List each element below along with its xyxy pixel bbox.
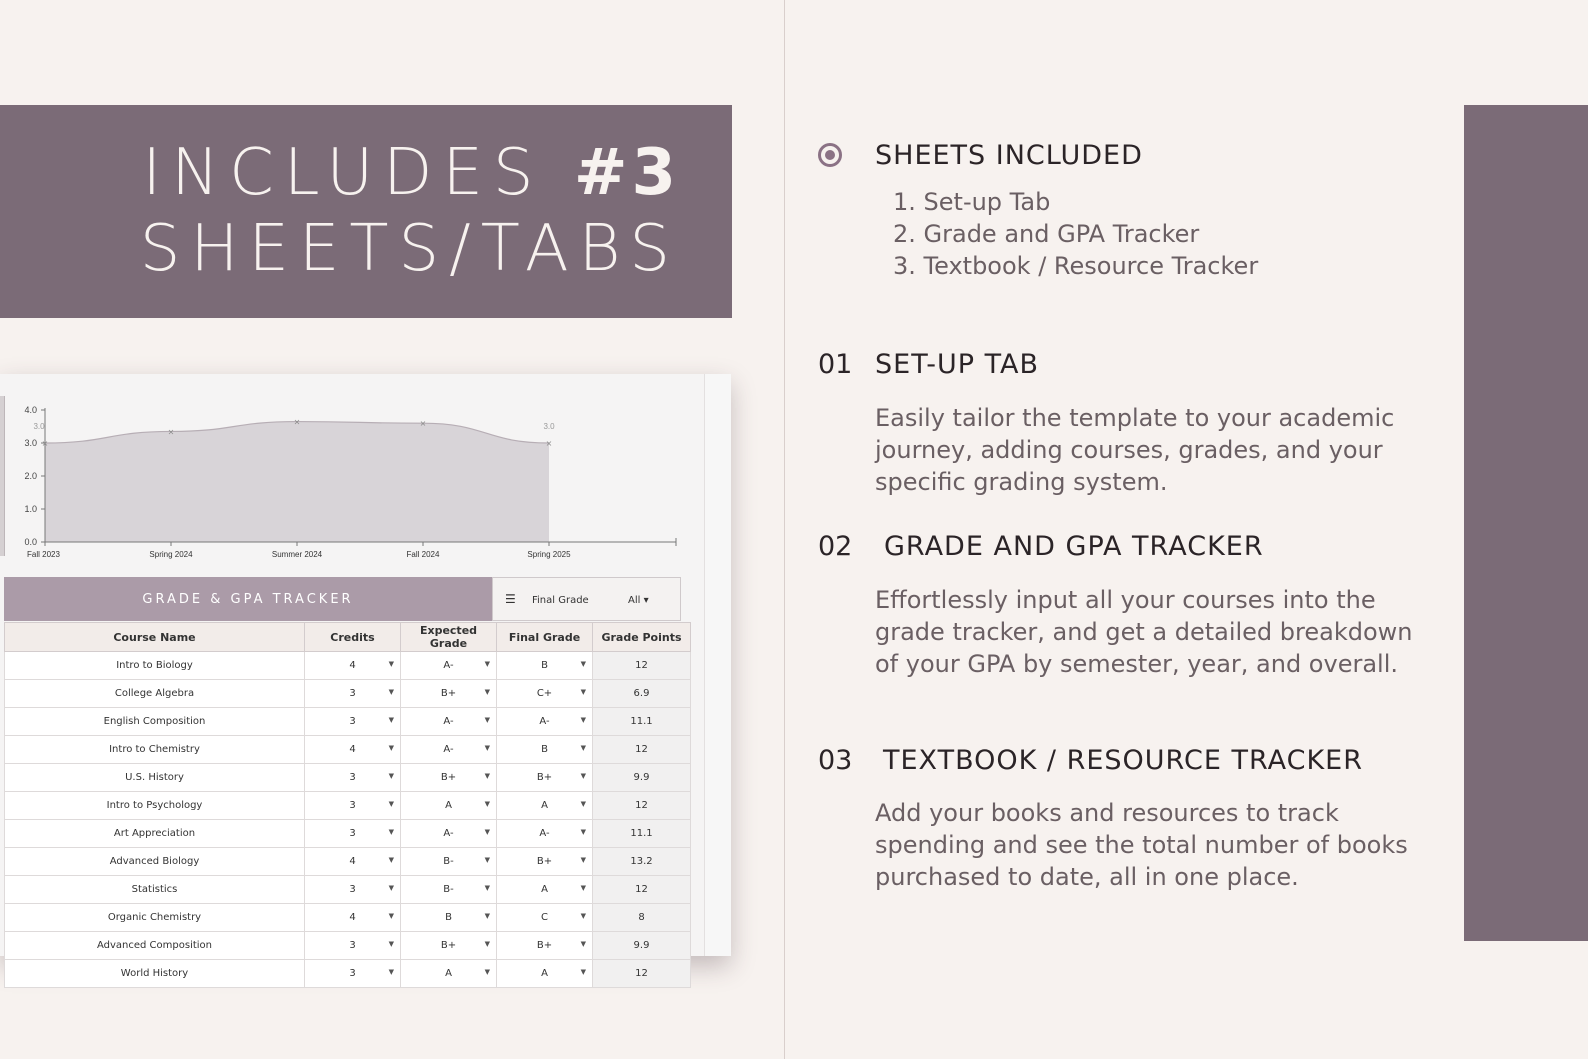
banner-line2: SHEETS/TABS [139,212,680,286]
dropdown-caret-icon[interactable]: ▼ [580,968,586,976]
cell-value: C [541,912,548,923]
dropdown-caret-icon[interactable]: ▼ [388,856,394,864]
table-row [5,708,691,736]
dropdown-caret-icon[interactable]: ▼ [388,744,394,752]
dropdown-caret-icon[interactable]: ▼ [388,660,394,668]
cell-value: 11.1 [630,716,653,727]
table-row [5,652,691,680]
dropdown-caret-icon[interactable]: ▼ [484,912,490,920]
x-tick-label: Summer 2024 [271,550,323,559]
data-point: × [167,427,175,437]
banner-number: #3 [573,136,680,210]
cell-value: 3 [349,828,356,839]
x-tick-label: Fall 2023 [27,550,60,559]
credits-cell[interactable] [305,876,401,904]
dropdown-caret-icon[interactable]: ▼ [484,828,490,836]
cell-value: C+ [536,688,553,699]
dropdown-caret-icon[interactable]: ▼ [388,688,394,696]
data-label: 3.0 [33,422,45,431]
section-number: 01 [818,349,853,380]
course-name-cell [5,792,305,820]
cell-value: 3 [349,968,356,979]
section-title-grade: GRADE AND GPA TRACKER [884,531,1264,562]
table-row [5,792,691,820]
y-tick-label: 4.0 [24,405,37,415]
dropdown-caret-icon[interactable]: ▼ [388,800,394,808]
cell-value: Statistics [131,884,178,895]
cell-value: Advanced Composition [96,940,213,951]
y-tick-label: 2.0 [24,471,37,481]
cell-value: A [445,968,452,979]
final-grade-filter[interactable] [492,577,681,621]
cell-value: B- [443,856,454,867]
sheet-list-item: 1. Set-up Tab [893,188,1051,216]
cell-value: 8 [638,912,645,923]
expected-grade-cell[interactable] [401,680,497,708]
cell-value: A [541,968,548,979]
dropdown-caret-icon[interactable]: ▼ [580,800,586,808]
cell-value: World History [120,968,189,979]
table-row [5,848,691,876]
data-point: × [545,439,553,448]
final-grade-cell[interactable] [497,904,593,932]
cell-value: 4 [349,744,356,755]
sheets-included-list [893,186,1258,282]
expected-grade-cell[interactable] [401,960,497,988]
banner-heading [140,135,680,287]
cell-value: B [541,744,548,755]
cell-value: 4 [349,856,356,867]
credits-cell[interactable] [305,736,401,764]
dropdown-caret-icon[interactable]: ▼ [388,828,394,836]
cell-value: 12 [635,968,648,979]
table-row [5,876,691,904]
data-point: × [419,419,427,429]
cell-value: A [445,800,452,811]
cell-value: A- [443,660,454,671]
expected-grade-cell[interactable] [401,708,497,736]
credits-cell[interactable] [305,680,401,708]
y-tick-label: 3.0 [24,438,37,448]
credits-cell[interactable] [305,764,401,792]
tracker-title: GRADE & GPA TRACKER [4,577,492,621]
dropdown-caret-icon[interactable]: ▼ [580,828,586,836]
cell-value: 3 [349,800,356,811]
section-number: 02 [818,531,853,562]
dropdown-caret-icon[interactable]: ▼ [484,884,490,892]
expected-grade-cell[interactable] [401,764,497,792]
section-body-grade: Effortlessly input all your courses into the grade tracker, and get a detailed breakdown of your GPA by semester, year, and overall. [875,586,1413,678]
expected-grade-cell[interactable] [401,652,497,680]
cell-value: 12 [635,884,648,895]
table-row [5,680,691,708]
cell-value: Intro to Chemistry [109,744,200,755]
course-name-cell [5,960,305,988]
banner-line1: INCLUDES [142,136,544,210]
y-tick-label: 1.0 [24,504,37,514]
cell-value: Intro to Biology [116,660,193,671]
dropdown-caret-icon[interactable]: ▼ [388,772,394,780]
cell-value: 3 [349,772,356,783]
col-course-name: Course Name [5,623,305,652]
cell-value: 9.9 [633,940,650,951]
course-name-cell [5,652,305,680]
dropdown-caret-icon[interactable]: ▼ [580,912,586,920]
grade-points-cell [593,764,691,792]
x-tick-label: Fall 2024 [406,550,440,559]
credits-cell[interactable] [305,652,401,680]
sheet-scroll-strip[interactable] [704,374,731,956]
data-point: × [41,439,49,448]
data-point: × [293,417,301,427]
course-name-cell [5,708,305,736]
dropdown-caret-icon[interactable]: ▼ [388,912,394,920]
final-grade-cell[interactable] [497,820,593,848]
dropdown-caret-icon[interactable]: ▼ [580,660,586,668]
final-grade-cell[interactable] [497,932,593,960]
cell-value: Organic Chemistry [107,912,202,923]
cell-value: B+ [536,772,553,783]
table-row [5,820,691,848]
cell-value: U.S. History [125,772,184,783]
expected-grade-cell[interactable] [401,848,497,876]
cell-value: A- [539,828,550,839]
cell-value: B [445,912,452,923]
final-grade-cell[interactable] [497,708,593,736]
cell-value: A- [443,716,454,727]
filter-label: Final Grade [532,595,589,606]
credits-cell[interactable] [305,792,401,820]
column-divider [784,0,785,1059]
dropdown-caret-icon[interactable]: ▼ [484,660,490,668]
course-name-cell [5,932,305,960]
table-row [5,960,691,988]
cell-value: 6.9 [633,688,650,699]
cell-value: A [541,884,548,895]
expected-grade-cell[interactable] [401,932,497,960]
dropdown-caret-icon[interactable]: ▼ [388,716,394,724]
grade-points-cell [593,932,691,960]
table-row [5,932,691,960]
dropdown-caret-icon[interactable]: ▼ [580,688,586,696]
cell-value: Advanced Biology [109,856,200,867]
credits-cell[interactable] [305,848,401,876]
dropdown-caret-icon[interactable]: ▼ [388,968,394,976]
cell-value: A [541,800,548,811]
col-grade-points: Grade Points [593,623,691,652]
cell-value: 12 [635,800,648,811]
credits-cell[interactable] [305,960,401,988]
dropdown-caret-icon[interactable]: ▼ [580,716,586,724]
dropdown-caret-icon[interactable]: ▼ [580,772,586,780]
dropdown-caret-icon[interactable]: ▼ [484,772,490,780]
table-row [5,764,691,792]
cell-value: 4 [349,660,356,671]
cell-value: 3 [349,688,356,699]
data-label: 3.0 [543,422,555,431]
filter-icon[interactable]: ☰ [505,592,516,606]
expected-grade-cell[interactable] [401,792,497,820]
cell-value: College Algebra [114,688,195,699]
cell-value: 3 [349,940,356,951]
credits-cell[interactable] [305,932,401,960]
dropdown-caret-icon[interactable]: ▼ [484,940,490,948]
final-grade-cell[interactable] [497,960,593,988]
section-body-setup: Easily tailor the template to your academic journey, adding courses, grades, and your specific grading system. [875,404,1395,496]
course-name-cell [5,680,305,708]
cell-value: A- [539,716,550,727]
sheet-list-item: 3. Textbook / Resource Tracker [893,252,1259,280]
course-name-cell [5,764,305,792]
grade-points-cell [593,820,691,848]
dropdown-caret-icon[interactable]: ▼ [388,884,394,892]
cell-value: Art Appreciation [113,828,196,839]
dropdown-caret-icon[interactable]: ▼ [580,940,586,948]
cell-value: 12 [635,744,648,755]
final-grade-cell[interactable] [497,736,593,764]
dropdown-caret-icon[interactable]: ▼ [484,744,490,752]
credits-cell[interactable] [305,708,401,736]
table-row [5,736,691,764]
grade-points-cell [593,736,691,764]
cell-value: 13.2 [630,856,653,867]
cell-value: 11.1 [630,828,653,839]
dropdown-caret-icon[interactable]: ▼ [484,688,490,696]
grade-points-cell [593,708,691,736]
cell-value: B+ [440,688,457,699]
filter-value: All [628,595,641,606]
grade-table [4,622,691,988]
dropdown-caret-icon[interactable]: ▼ [580,744,586,752]
col-credits: Credits [305,623,401,652]
course-name-cell [5,820,305,848]
course-name-cell [5,904,305,932]
grade-points-cell [593,680,691,708]
cell-value: 3 [349,716,356,727]
x-tick-label: Spring 2024 [149,550,193,559]
cell-value: B [541,660,548,671]
spreadsheet-preview [0,374,730,979]
cell-value: B+ [440,940,457,951]
x-tick-label: Spring 2025 [527,550,571,559]
grade-points-cell [593,792,691,820]
expected-grade-cell[interactable] [401,876,497,904]
expected-grade-cell[interactable] [401,736,497,764]
dropdown-caret-icon[interactable]: ▼ [484,800,490,808]
dropdown-caret-icon[interactable]: ▼ [580,884,586,892]
cell-value: Intro to Psychology [106,800,203,811]
grade-points-cell [593,652,691,680]
final-grade-cell[interactable] [497,652,593,680]
cell-value: B+ [440,772,457,783]
col-final-grade: Final Grade [497,623,593,652]
cell-value: B+ [536,940,553,951]
cell-value: B+ [536,856,553,867]
sheets-included-title: SHEETS INCLUDED [875,140,1143,171]
target-icon [818,143,842,167]
cell-value: A- [443,828,454,839]
credits-cell[interactable] [305,820,401,848]
table-row [5,904,691,932]
course-name-cell [5,848,305,876]
dropdown-caret-icon[interactable]: ▼ [580,856,586,864]
final-grade-cell[interactable] [497,764,593,792]
gpa-area-chart [0,374,704,574]
section-number: 03 [818,745,853,776]
credits-cell[interactable] [305,904,401,932]
dropdown-caret-icon[interactable]: ▼ [484,716,490,724]
cell-value: 9.9 [633,772,650,783]
expected-grade-cell[interactable] [401,904,497,932]
expected-grade-cell[interactable] [401,820,497,848]
final-grade-cell[interactable] [497,792,593,820]
dropdown-caret-icon[interactable]: ▼ [484,968,490,976]
cell-value: A- [443,744,454,755]
decorative-side-bar [1464,105,1588,941]
final-grade-cell[interactable] [497,680,593,708]
section-title-textbook: TEXTBOOK / RESOURCE TRACKER [883,745,1364,776]
final-grade-cell[interactable] [497,848,593,876]
cell-value: 3 [349,884,356,895]
includes-banner [0,105,732,318]
course-name-cell [5,736,305,764]
sheet-list-item: 2. Grade and GPA Tracker [893,220,1200,248]
section-body-textbook: Add your books and resources to track spending and see the total number of books purchased to date, all in one place. [875,799,1408,891]
grade-points-cell [593,904,691,932]
grade-points-cell [593,876,691,904]
dropdown-caret-icon[interactable]: ▼ [388,940,394,948]
y-tick-label: 0.0 [24,537,37,547]
filter-value-dropdown[interactable]: All ▾ [628,595,649,606]
cell-value: 12 [635,660,648,671]
col-expected-grade: Expected Grade [401,623,497,652]
dropdown-caret-icon[interactable]: ▼ [484,856,490,864]
cell-value: B- [443,884,454,895]
grade-points-cell [593,960,691,988]
cell-value: English Composition [103,716,206,727]
course-name-cell [5,876,305,904]
cell-value: 4 [349,912,356,923]
grade-points-cell [593,848,691,876]
final-grade-cell[interactable] [497,876,593,904]
section-title-setup: SET-UP TAB [875,349,1039,380]
gpa-area [45,422,549,542]
